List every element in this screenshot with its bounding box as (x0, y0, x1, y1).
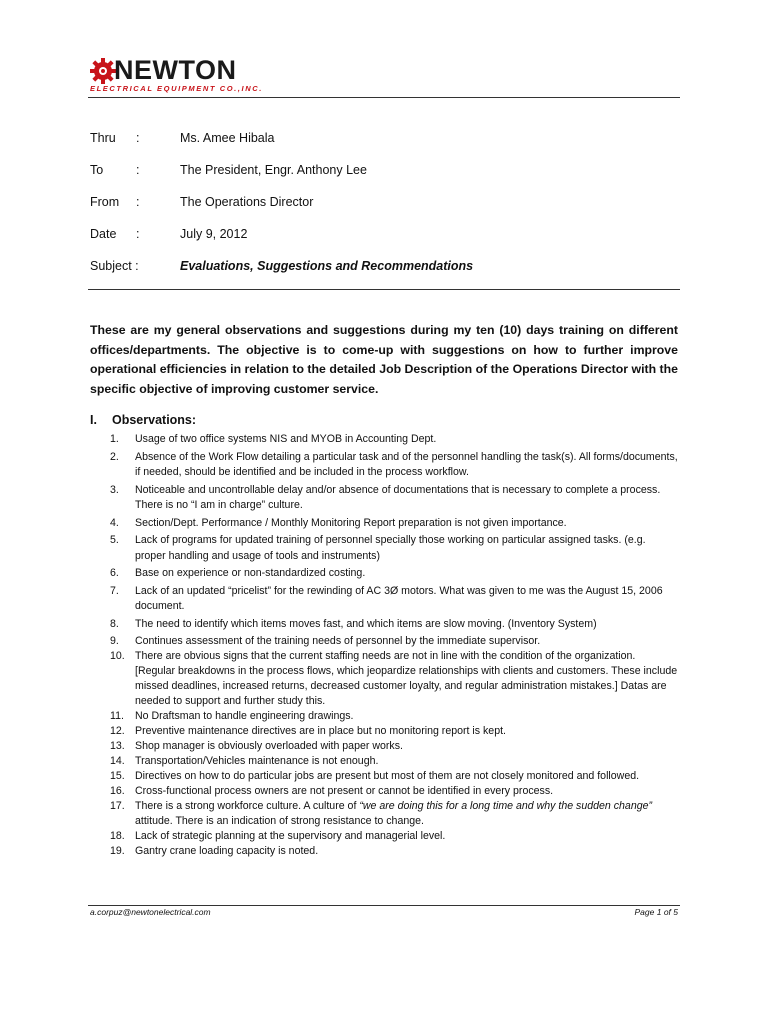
footer-email: a.corpuz@newtonelectrical.com (90, 907, 211, 917)
header-divider (88, 97, 680, 98)
memo-colon: : (136, 163, 140, 177)
memo-label: Subject : (90, 259, 139, 273)
list-item (110, 584, 678, 615)
item-text: Lack of strategic planning at the supervisory and managerial level. (135, 830, 446, 842)
section-title: Observations: (112, 413, 197, 427)
memo-subject-value: Evaluations, Suggestions and Recommendations (180, 259, 474, 273)
list-item (110, 739, 678, 754)
item-text: Lack of programs for updated training of personnel specially those working on particular assigned tasks. (e.g. proper handling and usage of tools and instruments) (135, 534, 646, 562)
logo-tagline: ELECTRICAL EQUIPMENT CO.,INC. (90, 84, 263, 93)
company-logo (88, 54, 288, 94)
item-number: 16. (110, 785, 125, 797)
item-text: Base on experience or non-standardized costing. (135, 567, 366, 579)
item-text: Noticeable and uncontrollable delay and/or absence of documentations that is necessary to complete a process. There is no “I am in charge” culture. (135, 483, 661, 511)
item-text: There are obvious signs that the current staffing needs are not in line with the condition of the organization. [Regular breakdowns in the process flows, which jeopardize relationships with clients and customers. These include missed deadlines, increased returns, decreased customer loyalty, and regular administration mistakes.] Datas are needed to support and further study this. (135, 650, 678, 707)
footer-page-number: Page 1 of 5 (634, 907, 678, 917)
item-text: Lack of an updated “pricelist” for the rewinding of AC 3Ø motors. What was given to me was the August 15, 2006 document. (135, 584, 663, 612)
item-text: Transportation/Vehicles maintenance is not enough. (135, 755, 379, 767)
item-text-after: attitude. There is an indication of strong resistance to change. (135, 815, 424, 827)
list-item (110, 754, 678, 769)
memo-value: Ms. Amee Hibala (180, 131, 275, 145)
item-number: 15. (110, 770, 125, 782)
item-text: Gantry crane loading capacity is noted. (135, 845, 319, 857)
item-text: No Draftsman to handle engineering drawings. (135, 710, 354, 722)
list-item (110, 516, 678, 532)
observations-list (110, 432, 678, 859)
intro-paragraph: These are my general observations and suggestions during my ten (10) days training on different offices/departments. The objective is to come-up with suggestions on how to further improve operational efficiencies in relation to the detailed Job Description of the Operations Director with the specific objective of improving customer service. (90, 323, 678, 396)
list-item (110, 634, 678, 649)
list-item (110, 432, 678, 448)
item-text: Preventive maintenance directives are in place but no monitoring report is kept. (135, 725, 506, 737)
memo-label: From (90, 195, 120, 209)
list-item (110, 533, 678, 564)
memo-label: Date (90, 227, 117, 241)
item-number: 3. (110, 483, 119, 496)
item-text-before: There is a strong workforce culture. A culture of (135, 800, 360, 812)
logo-wordmark: NEWTON (114, 55, 237, 85)
list-item (110, 769, 678, 784)
list-item (110, 483, 678, 514)
item-number: 4. (110, 516, 119, 529)
item-text-italic: “we are doing this for a long time and why the sudden change” (359, 800, 653, 812)
item-text: Cross-functional process owners are not present or cannot be identified in every process. (135, 785, 554, 797)
item-number: 14. (110, 755, 125, 767)
item-number: 7. (110, 584, 119, 597)
item-number: 11. (110, 710, 124, 722)
memo-label: Thru (90, 131, 116, 145)
memo-divider (88, 289, 680, 290)
memo-value: The Operations Director (180, 195, 314, 209)
item-text: Absence of the Work Flow detailing a particular task and of the personnel handling the task(s). All forms/documents, if needed, should be identified and be included in the process workflow. (135, 450, 678, 478)
list-item (110, 617, 678, 633)
item-text: The need to identify which items moves fast, and which items are slow moving. (Inventory System) (135, 617, 597, 630)
footer-divider (88, 905, 680, 906)
list-item (110, 450, 678, 481)
list-item (110, 566, 678, 582)
memo-colon: : (136, 227, 140, 241)
item-text: Directives on how to do particular jobs are present but most of them are not closely monitored and followed. (135, 770, 640, 782)
list-item (110, 709, 678, 724)
item-number: 12. (110, 725, 125, 737)
item-number: 17. (110, 800, 125, 812)
section-number: I. (90, 413, 97, 427)
item-number: 10. (110, 650, 125, 662)
item-text: Continues assessment of the training needs of personnel by the immediate supervisor. (135, 635, 541, 647)
memo-value: The President, Engr. Anthony Lee (180, 163, 367, 177)
item-number: 6. (110, 567, 119, 579)
item-number: 1. (110, 433, 119, 445)
item-number: 2. (110, 450, 119, 463)
list-item (110, 844, 678, 859)
memo-value: July 9, 2012 (180, 227, 248, 241)
item-number: 5. (110, 534, 119, 546)
list-item (110, 829, 678, 844)
list-item (110, 649, 678, 709)
item-number: 19. (110, 845, 125, 857)
list-item (110, 784, 678, 799)
item-text: Section/Dept. Performance / Monthly Monitoring Report preparation is not given importance. (135, 516, 567, 529)
memo-colon: : (136, 195, 140, 209)
item-number: 18. (110, 830, 125, 842)
item-text: Usage of two office systems NIS and MYOB in Accounting Dept. (135, 433, 437, 445)
memo-label: To (90, 163, 104, 177)
item-text: Shop manager is obviously overloaded with paper works. (135, 740, 403, 752)
memo-colon: : (136, 131, 140, 145)
item-number: 9. (110, 635, 119, 647)
item-number: 13. (110, 740, 125, 752)
list-item (110, 724, 678, 739)
item-number: 8. (110, 617, 119, 630)
list-item (110, 799, 678, 829)
